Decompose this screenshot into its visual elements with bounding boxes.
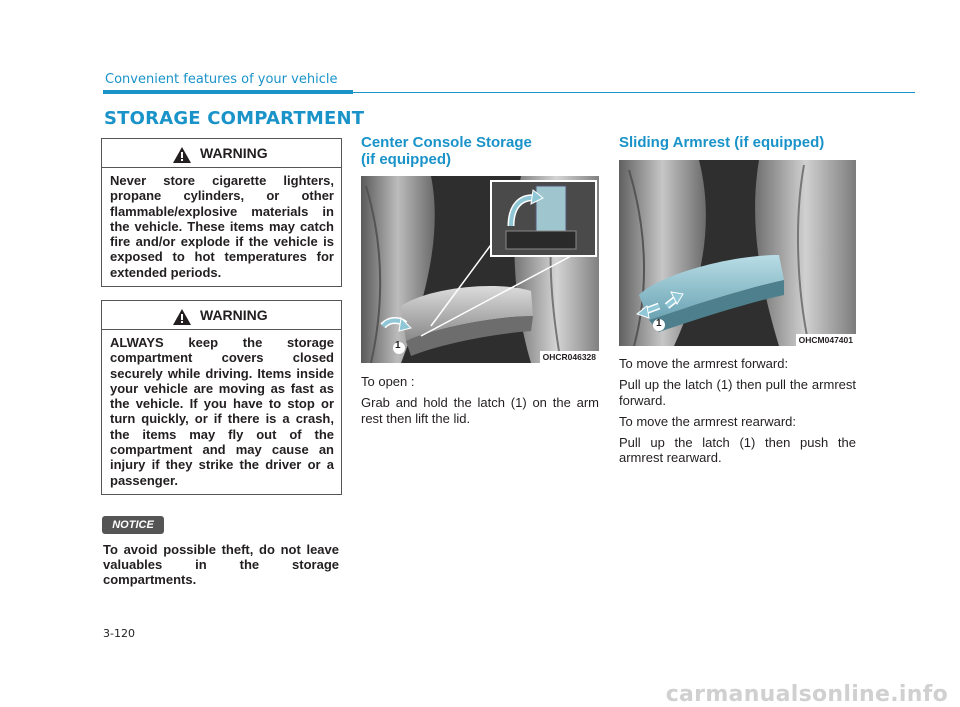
- warning-header: [102, 139, 341, 167]
- warning-triangle-icon: [173, 309, 191, 325]
- center-console-callout: 1: [395, 340, 401, 351]
- header-rule-thick: [103, 90, 353, 94]
- warning-text: ALWAYS keep the storage compartment covers closed securely while driving. Items inside your vehicle are moving as fast as the vehicle. If you have to stop or turn quickly, or if there is a crash, the items may fly out of the compartment and may cause an injury if they strike the driver or a passenger.: [102, 329, 341, 494]
- header-rule-thin: [353, 92, 915, 93]
- sliding-armrest-paragraph: Pull up the latch (1) then push the armrest rearward.: [619, 435, 856, 466]
- warning-label: WARNING: [200, 307, 268, 323]
- warning-triangle-icon: [173, 147, 191, 163]
- sliding-armrest-image-code: OHCM047401: [796, 334, 856, 346]
- page-title: STORAGE COMPARTMENT: [104, 108, 365, 129]
- sliding-armrest-photo: [619, 160, 856, 346]
- warning-label: WARNING: [200, 145, 268, 161]
- warning-header: [102, 301, 341, 329]
- warning-box-2: [101, 300, 342, 495]
- sliding-armrest-paragraph: To move the armrest forward:: [619, 356, 789, 371]
- header-section-title: Convenient features of your vehicle: [105, 72, 338, 87]
- center-console-photo: [361, 176, 599, 363]
- sliding-armrest-callout: 1: [656, 318, 662, 329]
- sliding-armrest-paragraph: Pull up the latch (1) then pull the armrest forward.: [619, 377, 856, 408]
- center-console-heading-line1: Center Console Storage: [361, 134, 532, 151]
- warning-box-1: [101, 138, 342, 287]
- center-console-image-code: OHCR046328: [540, 351, 599, 363]
- sliding-armrest-heading: Sliding Armrest (if equipped): [619, 134, 825, 151]
- sliding-armrest-paragraph: To move the armrest rearward:: [619, 413, 797, 429]
- center-console-paragraph: Grab and hold the latch (1) on the arm rest then lift the lid.: [361, 395, 599, 426]
- watermark: carmanualsonline.info: [665, 682, 948, 707]
- center-console-heading-line2: (if equipped): [361, 151, 451, 168]
- center-console-body: [361, 374, 599, 432]
- sliding-armrest-body: [619, 356, 856, 472]
- center-console-paragraph: To open :: [361, 374, 415, 389]
- notice-badge: NOTICE: [102, 516, 164, 534]
- page-number: 3-120: [103, 627, 135, 640]
- center-console-heading: [361, 134, 532, 168]
- notice-text: To avoid possible theft, do not leave valuables in the storage compartments.: [103, 542, 339, 588]
- warning-text: Never store cigarette lighters, propane cylinders, or other flammable/explosive materials in the vehicle. These items may catch fire and/or explode if the vehicle is exposed to hot temperatures for extended periods.: [102, 167, 341, 286]
